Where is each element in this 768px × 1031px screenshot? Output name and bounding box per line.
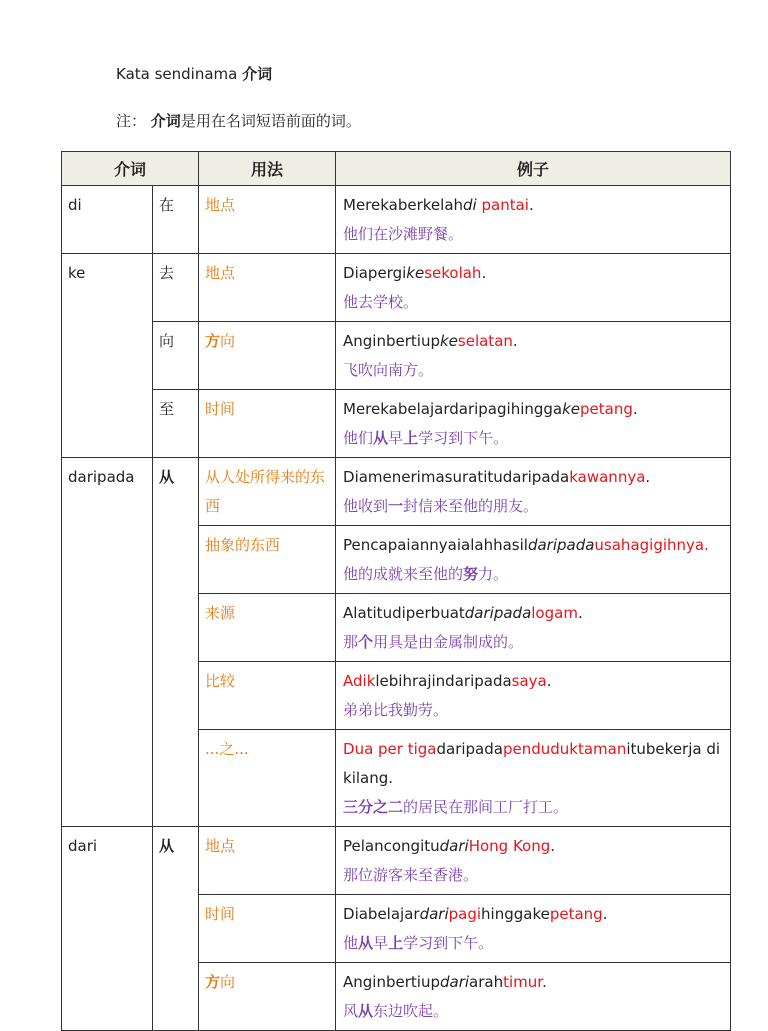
example-period: . (577, 604, 583, 622)
table-row (62, 390, 731, 458)
example-preposition: dari (439, 973, 470, 991)
zh-part: 东边吹起。 (373, 1002, 449, 1020)
example-text: Merekabelajardaripagihingga (343, 400, 563, 418)
header-preposition: 介词 (62, 152, 199, 186)
zh-part: 早 (388, 429, 404, 447)
example-text: hinggake (481, 905, 550, 923)
example-text: Diapergi (343, 264, 407, 282)
usage-bold: 方 (205, 973, 221, 991)
word-zh-cell-empty (153, 895, 199, 963)
example-highlight: usahagigihnya (594, 536, 705, 554)
word-zh-cell-empty (153, 730, 199, 827)
table-row (62, 827, 731, 895)
example-chinese: 他们在沙滩野餐。 (343, 225, 464, 243)
zh-bold: 从 (358, 934, 374, 952)
example-highlight: petang (580, 400, 633, 418)
example-chinese (343, 997, 724, 1026)
word-cell-empty (62, 963, 153, 1031)
word-cell-empty (62, 390, 153, 458)
example-cell (336, 322, 731, 390)
usage-bold: 方 (205, 332, 221, 350)
table-row (62, 895, 731, 963)
word-cell-empty (62, 662, 153, 730)
example-chinese: 弟弟比我勤劳。 (343, 701, 449, 719)
example-chinese (343, 560, 724, 589)
word-zh-cell-empty (153, 662, 199, 730)
example-preposition: ke (439, 332, 458, 350)
note-text: 是用在名词短语前面的词。 (180, 112, 361, 130)
example-preposition: daripada (527, 536, 595, 554)
note-term: 介词 (150, 112, 181, 130)
word-zh-cell-empty (153, 963, 199, 1031)
word-zh-cell-empty (153, 594, 199, 662)
example-highlight: sekolah (424, 264, 482, 282)
example-highlight: pagi (448, 905, 482, 923)
example-period: . (481, 264, 487, 282)
word-cell-empty (62, 526, 153, 594)
word-cell-empty (62, 730, 153, 827)
example-text: Pelancongitu (343, 837, 440, 855)
example-cell (336, 827, 731, 895)
example-period: . (632, 400, 638, 418)
zh-bold: 从 (358, 1002, 374, 1020)
usage-rest: 向 (220, 332, 236, 350)
zh-part: 他 (343, 934, 359, 952)
example-chinese (343, 793, 724, 822)
word-cell: di (62, 186, 153, 254)
example-highlight: Dua per tiga (343, 740, 437, 758)
usage-cell: 地点 (199, 186, 336, 254)
zh-part: 力。 (478, 565, 509, 583)
zh-part: 封信来至他的朋友。 (403, 497, 539, 515)
example-chinese (343, 424, 724, 453)
example-highlight: penduduktaman (502, 740, 627, 758)
zh-part: 学习到下午。 (418, 429, 509, 447)
zh-bold: 个 (358, 633, 374, 651)
example-highlight: pantai (481, 196, 529, 214)
word-zh-cell: 从 (153, 827, 199, 895)
zh-part: 的居民在那间工厂打工。 (403, 798, 569, 816)
header-usage: 用法 (199, 152, 336, 186)
zh-part: 学习到下午。 (403, 934, 494, 952)
note-label: 注： (116, 112, 147, 130)
example-preposition: ke (562, 400, 581, 418)
page-title (116, 63, 272, 85)
usage-cell: 从人处所得来的东西 (199, 458, 336, 526)
word-cell: dari (62, 827, 153, 895)
example-period: . (512, 332, 518, 350)
title-chinese: 介词 (242, 65, 273, 83)
zh-part: 他收到 (343, 497, 389, 515)
example-highlight: timur (503, 973, 543, 991)
example-text: Diabelajar (343, 905, 420, 923)
usage-cell: 时间 (199, 390, 336, 458)
example-preposition: dari (439, 837, 469, 855)
usage-cell: 地点 (199, 254, 336, 322)
table-row (62, 662, 731, 730)
example-text: lebihrajindaripada (375, 672, 512, 690)
example-highlight: logam (531, 604, 578, 622)
example-highlight: Adik (343, 672, 376, 690)
example-cell (336, 895, 731, 963)
example-highlight: petang (549, 905, 603, 923)
table-row (62, 963, 731, 1031)
example-cell (336, 963, 731, 1031)
word-cell: ke (62, 254, 153, 322)
zh-bold: 三分之二 (343, 798, 404, 816)
word-cell-empty (62, 322, 153, 390)
usage-cell: 时间 (199, 895, 336, 963)
example-text: Merekaberkelah (343, 196, 464, 214)
word-cell-empty (62, 895, 153, 963)
example-text: Anginbertiup (343, 332, 440, 350)
zh-bold: 努 (463, 565, 479, 583)
usage-cell: 抽象的东西 (199, 526, 336, 594)
example-cell (336, 390, 731, 458)
example-chinese: 飞吹向南方。 (343, 361, 434, 379)
example-period: . (546, 672, 552, 690)
example-chinese (343, 492, 724, 521)
header-example: 例子 (336, 152, 731, 186)
example-text: Alatitudiperbuat (343, 604, 465, 622)
example-text: itubekerja di kilang. (343, 740, 721, 787)
example-chinese (343, 929, 724, 958)
word-zh-cell: 从 (153, 458, 199, 526)
word-zh-cell-empty (153, 526, 199, 594)
example-cell (336, 662, 731, 730)
word-zh-cell: 向 (153, 322, 199, 390)
table-row (62, 458, 731, 526)
example-preposition: daripada (464, 604, 532, 622)
title-malay: Kata sendinama (116, 65, 238, 83)
example-period: . (528, 196, 534, 214)
word-cell: daripada (62, 458, 153, 526)
usage-cell: 来源 (199, 594, 336, 662)
zh-part: 他们 (343, 429, 374, 447)
example-highlight: selatan (457, 332, 513, 350)
zh-part: 早 (373, 934, 389, 952)
example-preposition: ke (406, 264, 425, 282)
table-row (62, 526, 731, 594)
usage-cell: 比较 (199, 662, 336, 730)
table-row (62, 594, 731, 662)
example-highlight: kawannya (569, 468, 646, 486)
zh-bold: 上 (403, 429, 419, 447)
example-period: . (602, 905, 608, 923)
word-zh-cell: 在 (153, 186, 199, 254)
example-preposition: dari (419, 905, 449, 923)
example-period: . (542, 973, 547, 991)
zh-part: 用具是由金属制成的。 (373, 633, 524, 651)
example-highlight: Hong Kong (468, 837, 551, 855)
zh-part: 风 (343, 1002, 359, 1020)
word-zh-cell: 去 (153, 254, 199, 322)
example-period: . (645, 468, 651, 486)
example-text: daripada (436, 740, 503, 758)
zh-bold: 一 (388, 497, 404, 515)
example-chinese: 那位游客来至香港。 (343, 866, 479, 884)
example-text: Anginbertiup (343, 973, 440, 991)
example-cell (336, 730, 731, 827)
example-preposition: di (463, 196, 477, 214)
example-cell (336, 594, 731, 662)
table-row (62, 254, 731, 322)
word-zh-cell: 至 (153, 390, 199, 458)
example-text: Pencapaiannyaialahhasil (343, 536, 528, 554)
table-row (62, 322, 731, 390)
table-header-row (62, 152, 731, 186)
example-cell (336, 186, 731, 254)
table-row (62, 186, 731, 254)
zh-part: 他的成就来至他的 (343, 565, 464, 583)
example-period: . (550, 837, 556, 855)
usage-rest: 向 (220, 973, 236, 991)
example-cell (336, 526, 731, 594)
word-cell-empty (62, 594, 153, 662)
example-highlight: saya (511, 672, 547, 690)
example-period: . (704, 536, 709, 554)
example-text: Diamenerimasuratitudaripada (343, 468, 570, 486)
zh-bold: 上 (388, 934, 404, 952)
note-line (116, 110, 361, 132)
preposition-table (61, 151, 731, 1031)
example-chinese: 他去学校。 (343, 293, 419, 311)
example-cell (336, 254, 731, 322)
usage-cell: 地点 (199, 827, 336, 895)
zh-part: 那 (343, 633, 359, 651)
table-row (62, 730, 731, 827)
usage-cell (199, 963, 336, 1031)
example-text: arah (469, 973, 504, 991)
usage-cell (199, 322, 336, 390)
usage-cell: ...之... (199, 730, 336, 827)
example-chinese (343, 628, 724, 657)
example-cell (336, 458, 731, 526)
zh-bold: 从 (373, 429, 389, 447)
